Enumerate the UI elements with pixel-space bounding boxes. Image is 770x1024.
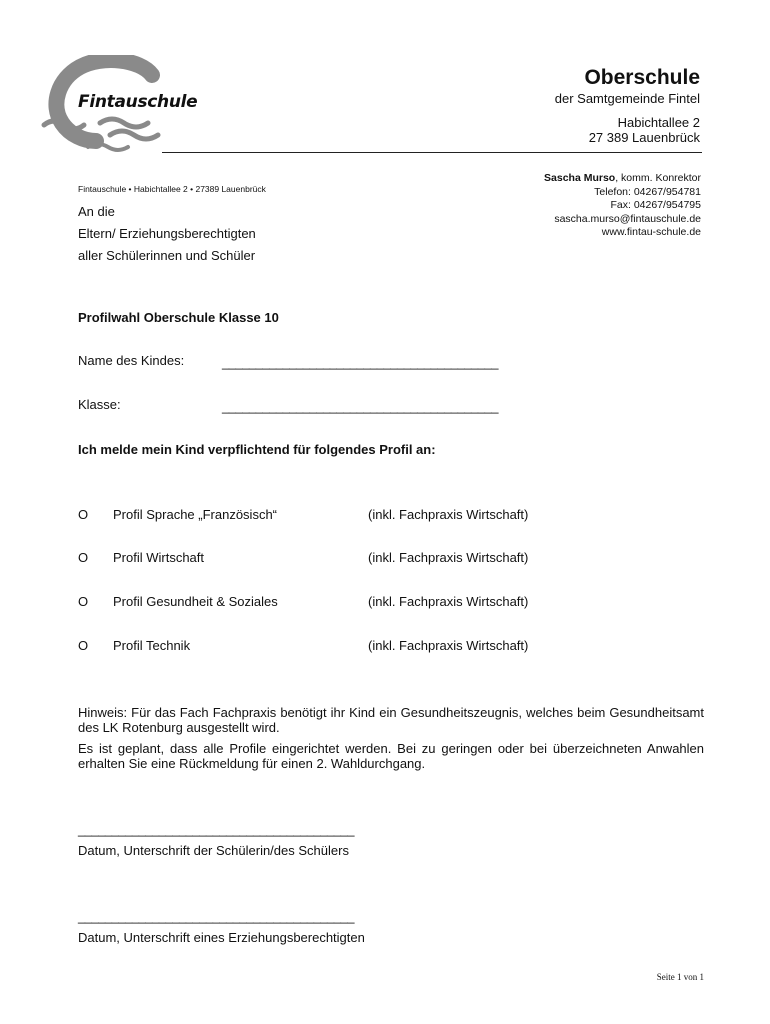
contact-fax: Fax: 04267/954795 xyxy=(610,199,701,211)
checkbox-marker[interactable]: O xyxy=(78,550,89,565)
header-divider xyxy=(162,152,702,153)
option-name: Profil Sprache „Französisch“ xyxy=(113,507,277,522)
recipient-line-3: aller Schülerinnen und Schüler xyxy=(78,248,256,263)
contact-block xyxy=(544,172,701,240)
logo-wordmark: Fintauschule xyxy=(78,92,198,112)
profile-option[interactable] xyxy=(78,507,678,525)
option-name: Profil Technik xyxy=(113,638,191,653)
recipient-block xyxy=(78,201,256,267)
contact-email[interactable]: sascha.murso@fintauschule.de xyxy=(554,212,701,225)
form-heading: Profilwahl Oberschule Klasse 10 xyxy=(78,310,279,325)
student-signature-label: Datum, Unterschrift der Schülerin/des Schülers xyxy=(78,843,349,858)
class-label: Klasse: xyxy=(78,397,121,412)
recipient-line-1: An die xyxy=(78,204,115,219)
checkbox-marker[interactable]: O xyxy=(78,507,89,522)
school-city: 27 389 Lauenbrück xyxy=(588,130,700,145)
checkbox-marker[interactable]: O xyxy=(78,594,89,609)
contact-name: Sascha Murso xyxy=(544,172,616,184)
contact-website[interactable]: www.fintau-schule.de xyxy=(601,226,701,238)
option-name: Profil Gesundheit & Soziales xyxy=(113,594,278,609)
school-title: Oberschule xyxy=(584,66,700,89)
class-field[interactable]: _________________________________________ xyxy=(222,399,498,414)
recipient-line-2: Eltern/ Erziehungsberechtigten xyxy=(78,226,256,241)
parent-signature-label: Datum, Unterschrift eines Erziehungsberechtigten xyxy=(78,930,365,945)
school-address xyxy=(589,115,700,145)
page-number: Seite 1 von 1 xyxy=(656,972,704,982)
parent-signature-line[interactable]: _________________________________________ xyxy=(78,909,354,924)
contact-role: , komm. Konrektor xyxy=(615,172,701,184)
hint-paragraph: Hinweis: Für das Fach Fachpraxis benötigt ihr Kind ein Gesundheitszeugnis, welches beim Gesundheitsamt des LK Rotenburg ausgestellt wird. xyxy=(78,705,704,735)
profile-option[interactable] xyxy=(78,638,678,656)
name-label: Name des Kindes: xyxy=(78,353,185,368)
school-subtitle: der Samtgemeinde Fintel xyxy=(554,91,700,106)
plan-paragraph: Es ist geplant, dass alle Profile eingerichtet werden. Bei zu geringen oder bei überzeichneten Anwahlen erhalten Sie eine Rückmeldung für einen 2. Wahldurchgang. xyxy=(78,741,704,771)
profile-option[interactable] xyxy=(78,594,678,612)
option-note: (inkl. Fachpraxis Wirtschaft) xyxy=(368,638,529,653)
sender-line: Fintauschule • Habichtallee 2 • 27389 Lauenbrück xyxy=(78,184,266,194)
contact-name-line xyxy=(544,172,701,186)
option-note: (inkl. Fachpraxis Wirtschaft) xyxy=(368,594,529,609)
contact-phone: Telefon: 04267/954781 xyxy=(594,185,701,198)
option-note: (inkl. Fachpraxis Wirtschaft) xyxy=(368,507,529,522)
student-signature-line[interactable]: _________________________________________ xyxy=(78,822,354,837)
option-name: Profil Wirtschaft xyxy=(113,550,205,565)
name-field[interactable]: _________________________________________ xyxy=(222,355,498,370)
profile-instruction: Ich melde mein Kind verpflichtend für folgendes Profil an: xyxy=(78,442,436,457)
checkbox-marker[interactable]: O xyxy=(78,638,89,653)
profile-option[interactable] xyxy=(78,550,678,568)
option-note: (inkl. Fachpraxis Wirtschaft) xyxy=(368,550,529,565)
school-street: Habichtallee 2 xyxy=(617,115,700,130)
